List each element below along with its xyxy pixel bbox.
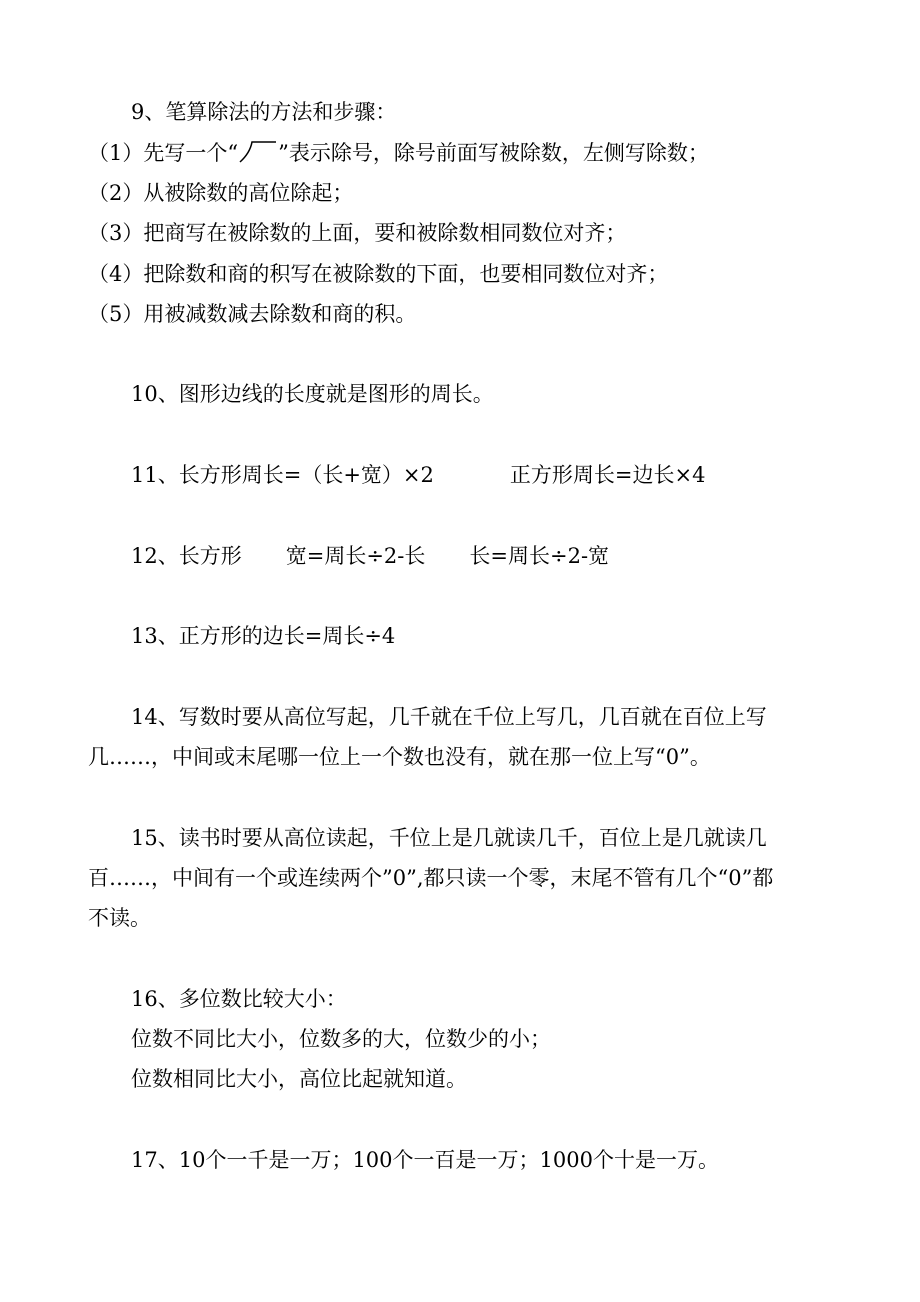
item15-line1: 15、读书时要从高位读起，千位上是几就读几千，百位上是几就读几 <box>131 826 767 850</box>
item11 <box>131 462 705 488</box>
item9-step4: （4）把除数和商的积写在被除数的下面，也要相同数位对齐； <box>88 262 669 286</box>
item9-step2: （2）从被除数的高位除起； <box>88 181 354 205</box>
item9-step1 <box>88 140 709 166</box>
item12-length-formula: 长=周长÷2-宽 <box>469 544 610 568</box>
item9-step1-start: （1）先写一个“ <box>88 141 239 165</box>
item15-line2: 百……，中间有一个或连续两个”0”,都只读一个零，末尾不管有几个“0”都 <box>88 866 774 890</box>
item11-rectangle-perimeter: 11、长方形周长=（长+宽）×2 <box>131 463 434 487</box>
item10: 10、图形边线的长度就是图形的周长。 <box>131 382 494 406</box>
item14-line1: 14、写数时要从高位写起，几千就在千位上写几，几百就在百位上写 <box>131 705 767 729</box>
item16-rule1: 位数不同比大小，位数多的大，位数少的小； <box>131 1027 551 1051</box>
item12 <box>131 543 609 569</box>
item9-step5: （5）用被减数减去除数和商的积。 <box>88 302 417 326</box>
item16-rule2: 位数相同比大小，高位比起就知道。 <box>131 1067 467 1091</box>
item17: 17、10个一千是一万；100个一百是一万；1000个十是一万。 <box>131 1148 719 1172</box>
item13: 13、正方形的边长=周长÷4 <box>131 624 396 648</box>
item14-line2: 几……，中间或末尾哪一位上一个数也没有，就在那一位上写“0”。 <box>88 745 711 769</box>
item15-line3: 不读。 <box>88 906 151 930</box>
item12-label: 12、长方形 <box>131 544 242 568</box>
item16-title: 16、多位数比较大小： <box>131 987 347 1011</box>
item9-step3: （3）把商写在被除数的上面，要和被除数相同数位对齐； <box>88 221 627 245</box>
item12-width-formula: 宽=周长÷2-长 <box>285 544 426 568</box>
item11-square-perimeter: 正方形周长=边长×4 <box>509 463 706 487</box>
item9-title: 9、笔算除法的方法和步骤： <box>131 100 397 124</box>
item9-step1-end: ”表示除号，除号前面写被除数，左侧写除数； <box>278 141 709 165</box>
division-bracket-icon <box>238 140 278 164</box>
